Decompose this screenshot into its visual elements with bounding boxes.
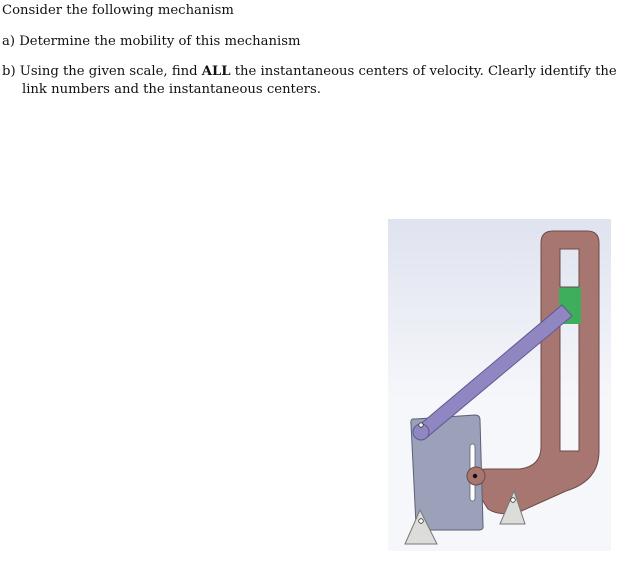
intro-line: Consider the following mechanism bbox=[2, 3, 234, 18]
part-b-emphasis: ALL bbox=[201, 64, 231, 79]
part-b-suffix: the instantaneous centers of velocity. Clearly identify the bbox=[230, 64, 617, 79]
part-b-prefix: b) Using the given scale, find bbox=[2, 64, 202, 79]
ground-pivot-hole-plate bbox=[419, 519, 424, 524]
part-b-question-line2: link numbers and the instantaneous centers. bbox=[22, 82, 321, 97]
frame-pivot-pin bbox=[473, 474, 477, 478]
mechanism-figure bbox=[388, 219, 611, 551]
coupler-end-hole bbox=[419, 423, 423, 427]
part-a-question: a) Determine the mobility of this mechanism bbox=[2, 34, 301, 49]
ground-pivot-hole-frame bbox=[511, 498, 516, 503]
part-b-question-line1 bbox=[2, 64, 617, 80]
